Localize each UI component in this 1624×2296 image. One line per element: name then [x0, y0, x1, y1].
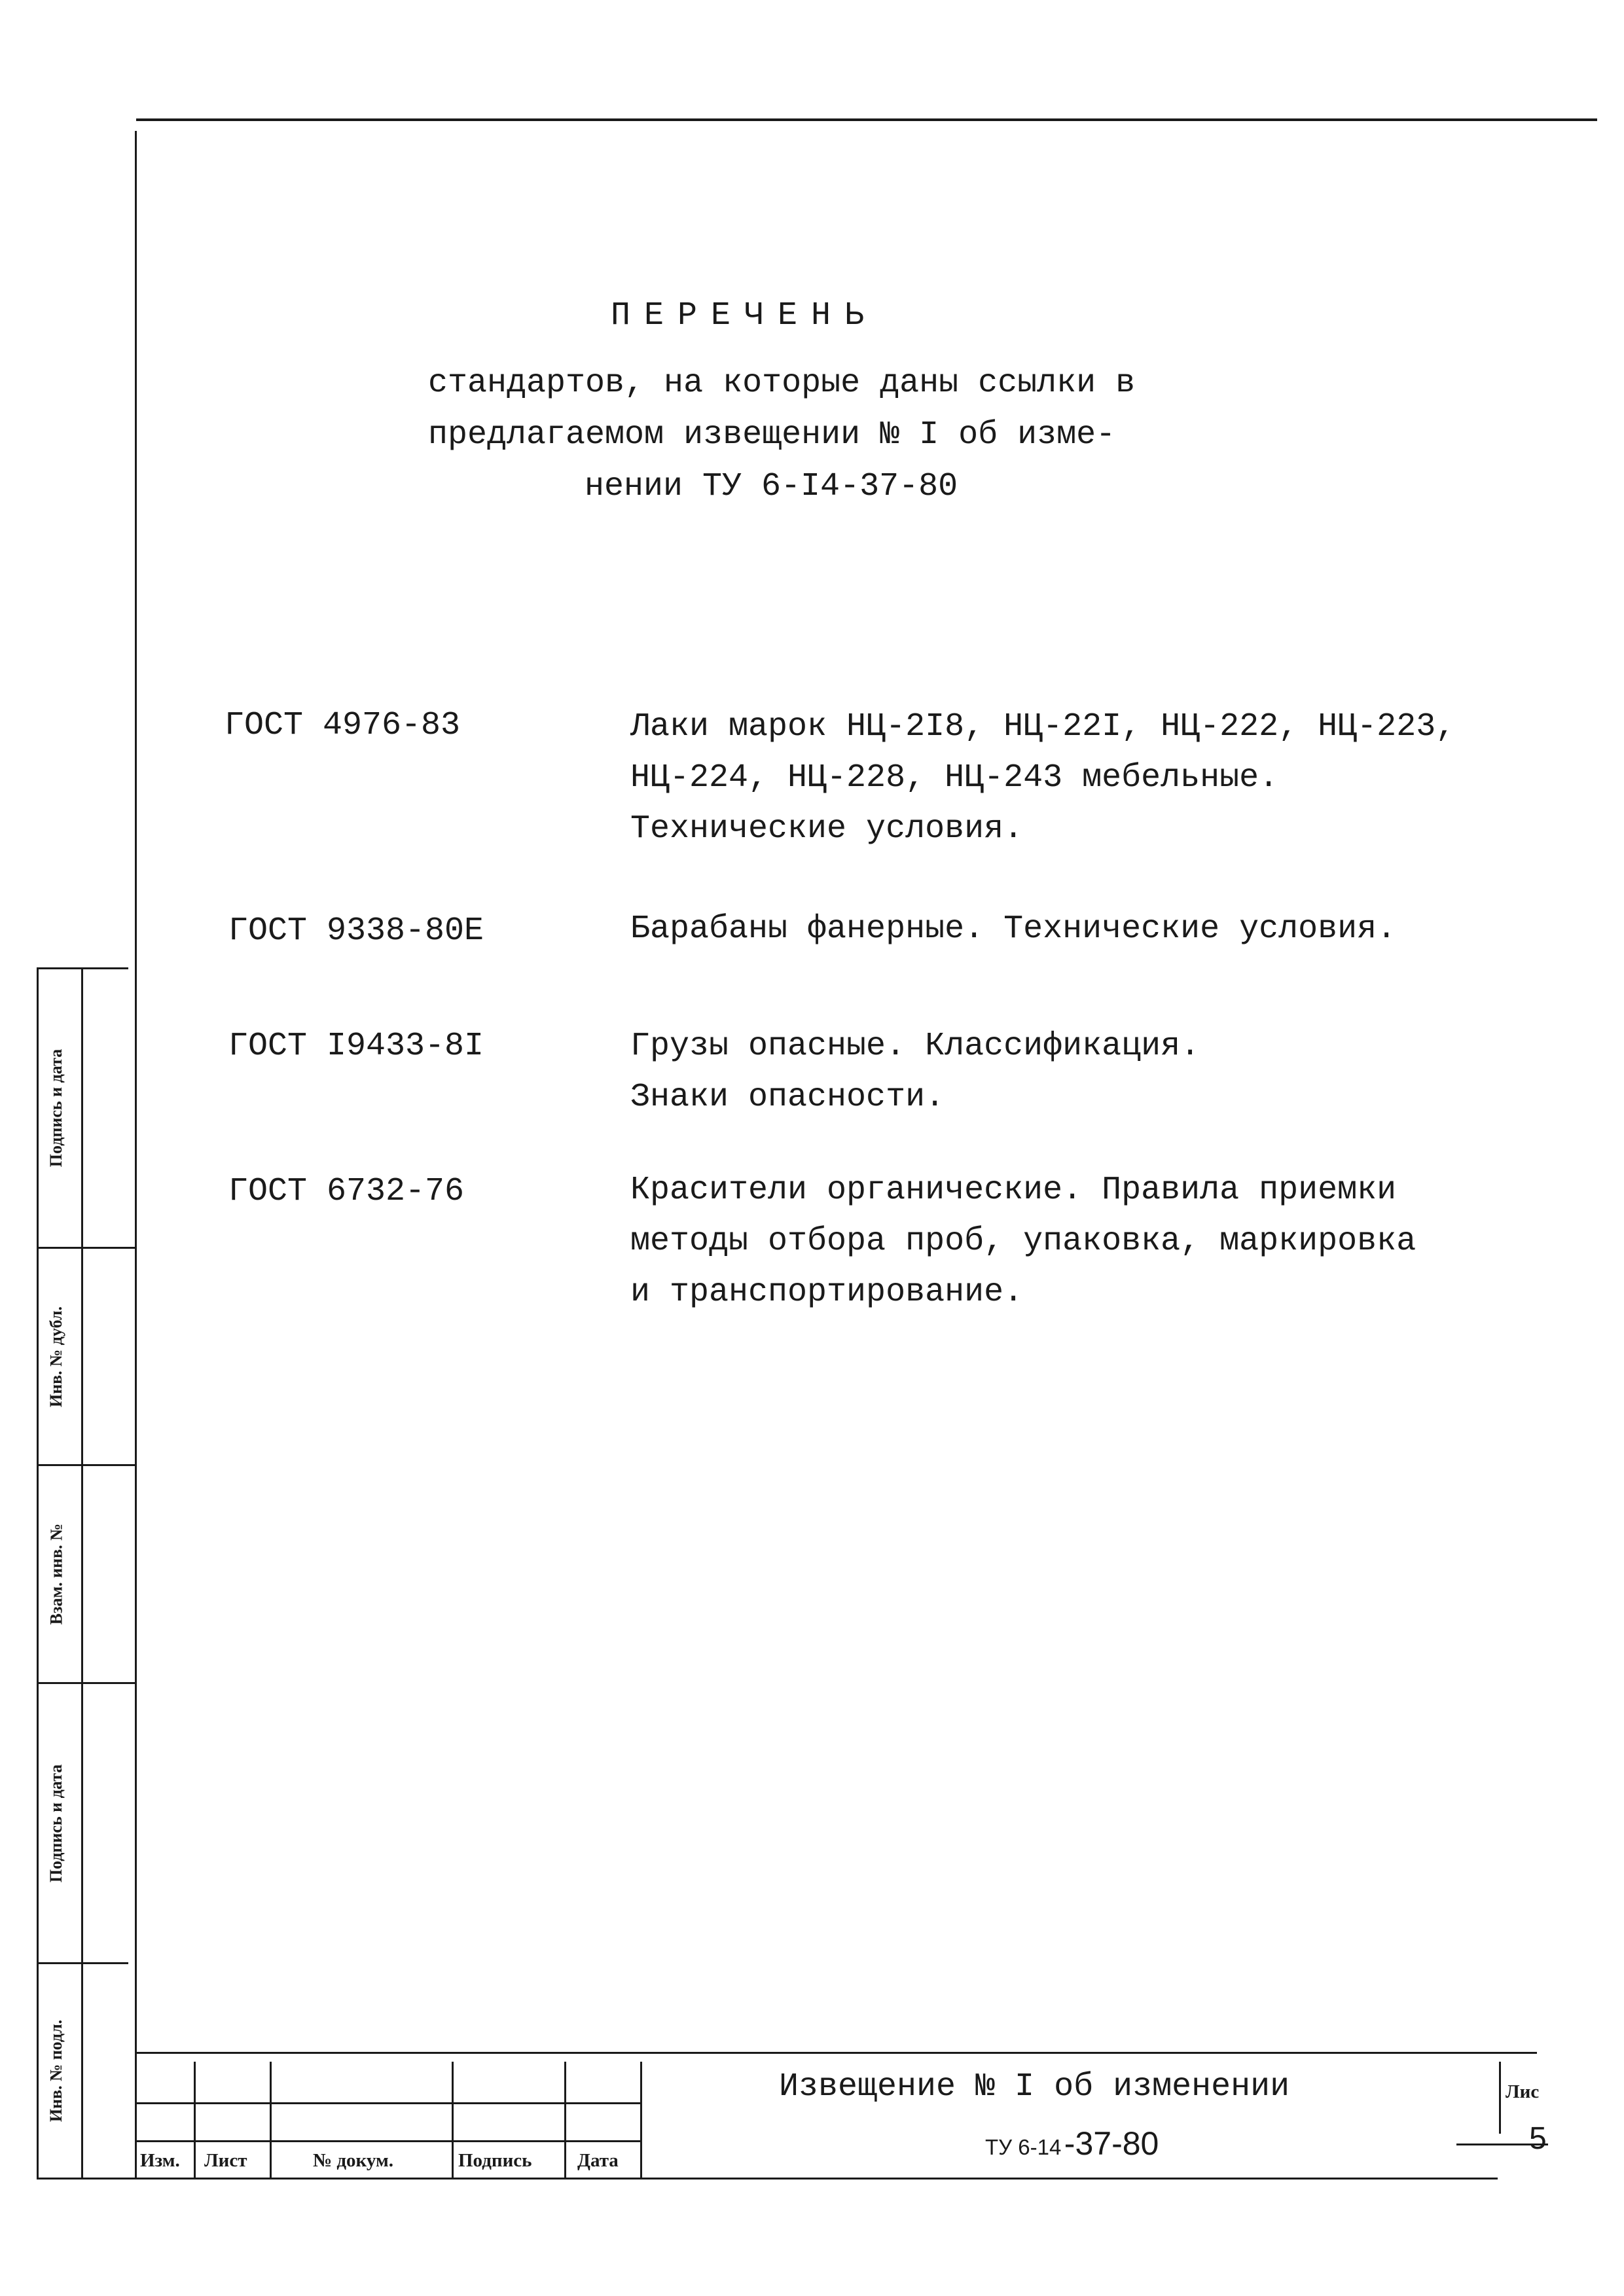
- notice-title: Извещение № I об изменении: [779, 2068, 1290, 2106]
- description-line: Грузы опасные. Классификация.: [630, 1028, 1200, 1065]
- stamp-inner-line: [81, 967, 83, 2179]
- column-separator: [640, 2062, 642, 2179]
- column-separator: [564, 2062, 566, 2179]
- column-label: Подпись: [458, 2150, 532, 2171]
- column-separator: [452, 2062, 454, 2179]
- standard-code: ГОСТ 4976-83: [225, 707, 461, 744]
- stamp-duplicate-inv: [38, 1249, 75, 1464]
- column-separator: [270, 2062, 272, 2179]
- document-number-suffix: -37-80: [1064, 2125, 1159, 2162]
- stamp-label: Подпись и дата: [46, 1764, 65, 1882]
- standard-description: [630, 1165, 1416, 1318]
- standard-code: ГОСТ 6732-76: [228, 1173, 465, 1210]
- description-line: Лаки марок НЦ-2I8, НЦ-22I, НЦ-222, НЦ-223,: [630, 708, 1456, 745]
- sheet-label: Лис: [1506, 2081, 1540, 2102]
- standard-description: [630, 702, 1455, 855]
- column-separator: [1499, 2062, 1501, 2134]
- subtitle-line-3: нении ТУ 6-I4-37-80: [585, 468, 958, 505]
- left-border: [135, 131, 137, 2179]
- subtitle-line-1: стандартов, на которые даны ссылки в: [428, 365, 1136, 402]
- column-label: Лист: [204, 2150, 247, 2171]
- description-line: методы отбора проб, упаковка, маркировка: [630, 1223, 1416, 1260]
- stamp-divider: [37, 2178, 1498, 2179]
- stamp-signature-date-2: [38, 1684, 75, 1962]
- top-border: [136, 118, 1597, 121]
- description-line: Барабаны фанерные. Технические условия.: [630, 910, 1397, 948]
- stamp-label: Инв. № дубл.: [46, 1306, 65, 1407]
- standard-code: ГОСТ I9433-8I: [228, 1028, 484, 1065]
- description-line: и транспортирование.: [630, 1274, 1024, 1311]
- column-label: Дата: [577, 2150, 619, 2171]
- standard-description: [630, 904, 1396, 955]
- description-line: НЦ-224, НЦ-228, НЦ-243 мебельные.: [630, 759, 1279, 797]
- stamp-label: Инв. № подл.: [46, 2019, 65, 2123]
- description-line: Знаки опасности.: [630, 1079, 945, 1116]
- document-number-prefix: ТУ 6-14: [985, 2135, 1062, 2159]
- stamp-original-inv: [38, 1964, 75, 2178]
- stamp-label: Подпись и дата: [46, 1049, 65, 1168]
- standard-description: [630, 1021, 1200, 1123]
- column-label: Изм.: [140, 2150, 180, 2171]
- stamp-label: Взам. инв. №: [46, 1523, 66, 1625]
- stamp-signature-date: [38, 969, 75, 1247]
- column-label: № докум.: [313, 2150, 393, 2171]
- description-line: Технические условия.: [630, 810, 1024, 848]
- column-separator: [194, 2062, 196, 2179]
- description-line: Красители органические. Правила приемки: [630, 1172, 1397, 1209]
- standard-code: ГОСТ 9338-80Е: [228, 912, 484, 950]
- subtitle-line-2: предлагаемом извещении № I об изме-: [428, 416, 1116, 454]
- stamp-replaced-inv: [38, 1466, 75, 1682]
- sheet-number: 5: [1529, 2121, 1547, 2156]
- document-title: ПЕРЕЧЕНЬ: [611, 297, 878, 334]
- document-number: [985, 2125, 1159, 2162]
- title-block-top-line: [136, 2052, 1537, 2054]
